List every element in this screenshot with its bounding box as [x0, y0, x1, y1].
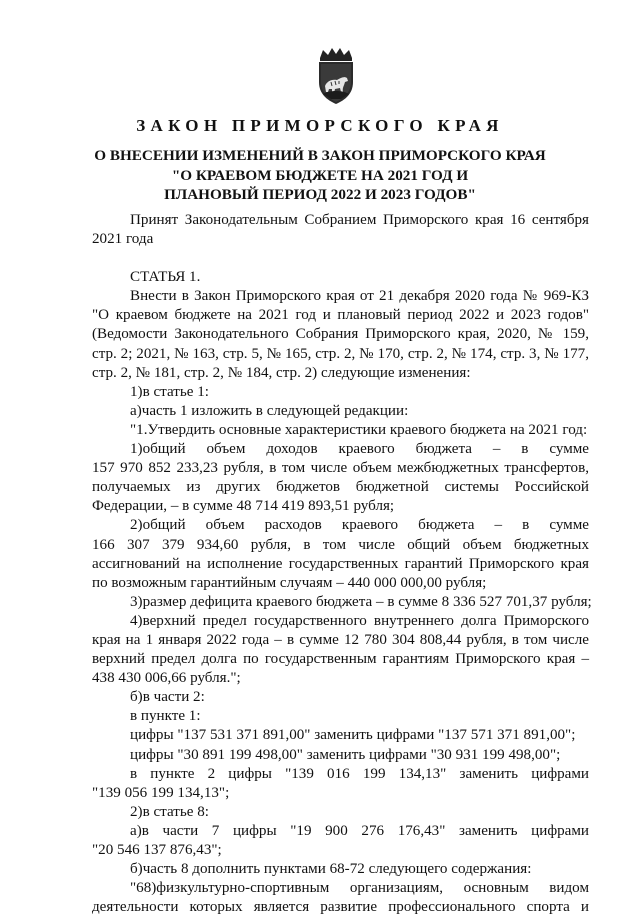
text-line: Федерации, – в сумме 48 714 419 893,51 рубля; — [92, 498, 395, 515]
subtitle-line: О ВНЕСЕНИИ ИЗМЕНЕНИЙ В ЗАКОН ПРИМОРСКОГО КРАЯ — [94, 147, 546, 164]
article-heading: СТАТЬЯ 1. — [130, 269, 201, 286]
text-line: "1.Утвердить основные характеристики краевого бюджета на 2021 год: — [130, 421, 588, 438]
text-line: "О краевом бюджете на 2021 год и плановый период 2022 и 2023 годов" — [92, 307, 589, 324]
adoption-line: Принят Законодательным Собранием Приморского края 16 сентября — [130, 212, 589, 228]
subtitle-line: ПЛАНОВЫЙ ПЕРИОД 2022 И 2023 ГОДОВ" — [164, 186, 476, 203]
text-line: (Ведомости Законодательного Собрания Приморского края, 2020, № 159, — [92, 326, 589, 343]
text-line: 1)общий объем доходов краевого бюджета – в сумме — [130, 441, 589, 458]
text-line: цифры "30 891 199 498,00" заменить цифрами "30 931 199 498,00"; — [130, 746, 561, 763]
text-line: а)в части 7 цифры "19 900 276 176,43" заменить цифрами — [130, 822, 589, 839]
text-line: 4)верхний предел государственного внутреннего долга Приморского — [130, 612, 589, 629]
text-line: Внести в Закон Приморского края от 21 декабря 2020 года № 969-КЗ — [130, 288, 589, 305]
document-title: ЗАКОН ПРИМОРСКОГО КРАЯ — [136, 116, 504, 135]
text-line: деятельности которых является развитие профессионального спорта и — [92, 899, 589, 916]
text-line: "139 056 199 134,13"; — [92, 784, 230, 801]
text-line: получаемых из других бюджетов бюджетной системы Российской — [92, 479, 589, 496]
text-line: 3)размер дефицита краевого бюджета – в сумме 8 336 527 701,37 рубля; — [130, 593, 592, 610]
document-body — [92, 211, 592, 917]
text-line: б)часть 8 дополнить пунктами 68-72 следующего содержания: — [130, 861, 532, 878]
text-line: 438 430 006,66 рубля."; — [92, 670, 241, 687]
text-line: стр. 2; 2021, № 163, стр. 5, № 165, стр. 2, № 170, стр. 2, № 174, стр. 3, № 177, — [92, 345, 589, 362]
adoption-line: 2021 года — [92, 231, 154, 248]
text-line: "20 546 137 876,43"; — [92, 842, 222, 858]
text-line: б)в части 2: — [130, 689, 205, 706]
text-line: стр. 2, № 181, стр. 2, № 184, стр. 2) следующие изменения: — [92, 364, 471, 381]
text-line: края на 1 января 2022 года – в сумме 12 780 304 808,44 рубля, в том числе — [92, 631, 589, 648]
text-line: в пункте 1: — [130, 708, 201, 725]
text-line: 166 307 379 934,60 рубля, в том числе общий объем бюджетных — [92, 536, 589, 553]
text-line: 1)в статье 1: — [130, 383, 209, 400]
text-line: в пункте 2 цифры "139 016 199 134,13" заменить цифрами — [130, 765, 589, 782]
document-subtitle — [0, 146, 640, 205]
text-line: а)часть 1 изложить в следующей редакции: — [130, 402, 409, 419]
text-line: ассигнований на исполнение государственных гарантий Приморского края — [92, 555, 589, 572]
subtitle-line: "О КРАЕВОМ БЮДЖЕТЕ НА 2021 ГОД И — [171, 166, 469, 184]
text-line: по возможным гарантийным случаям – 440 000 000,00 рубля; — [92, 574, 487, 591]
text-line: 2)в статье 8: — [130, 803, 209, 820]
text-line: верхний предел долга по государственным гарантиям Приморского края – — [92, 651, 589, 668]
text-line: цифры "137 531 371 891,00" заменить цифрами "137 571 371 891,00"; — [130, 727, 576, 744]
text-line: 2)общий объем расходов краевого бюджета – в сумме — [130, 517, 589, 534]
text-line: "68)физкультурно-спортивным организациям, основным видом — [130, 880, 589, 897]
coat-of-arms-emblem — [311, 48, 361, 106]
text-line: 157 970 852 233,23 рубля, в том числе объем межбюджетных трансфертов, — [92, 460, 589, 477]
